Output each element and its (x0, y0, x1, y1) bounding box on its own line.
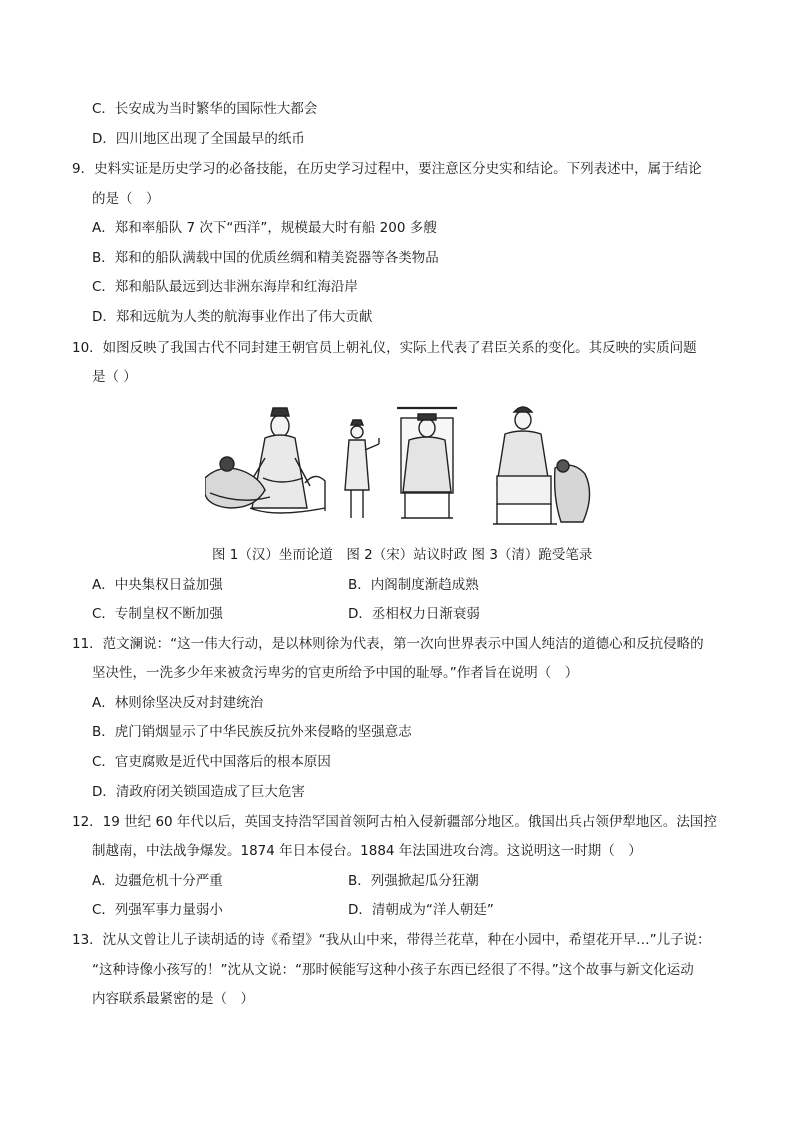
prev-option-d: D．四川地区出现了全国最早的纸币 (92, 131, 305, 147)
q12-option-a: A．边疆危机十分严重 (92, 873, 223, 889)
figure-caption: 图 1（汉）坐而论道 图 2（宋）站议时政 图 3（清）跪受笔录 (212, 547, 593, 563)
figure-1-han-illustration (205, 408, 325, 513)
q10-stem: 10．如图反映了我国古代不同封建王朝官员上朝礼仪，实际上代表了君臣关系的变化。其反映的实质问题 (72, 340, 697, 356)
q11-stem: 11．范文澜说：“这一伟大行动，是以林则徐为代表，第一次向世界表示中国人纯洁的道德心和反抗侵略的 (72, 636, 704, 652)
q9-stem-cont: 的是（ ） (92, 191, 160, 207)
q12-option-d: D．清朝成为“洋人朝廷” (348, 902, 494, 918)
q12-option-b: B．列强掀起瓜分狂潮 (348, 873, 479, 889)
q11-option-a: A．林则徐坚决反对封建统治 (92, 695, 264, 711)
q10-option-a: A．中央集权日益加强 (92, 577, 223, 593)
q9-option-c: C．郑和船队最远到达非洲东海岸和红海沿岸 (92, 279, 358, 295)
q12-stem-cont: 制越南，中法战争爆发。1874 年日本侵台。1884 年法国进攻台湾。这说明这一时期（ ） (92, 843, 642, 859)
q13-stem-cont-2: 内容联系最紧密的是（ ） (92, 991, 254, 1007)
q11-option-b: B．虎门销烟显示了中华民族反抗外来侵略的坚强意志 (92, 724, 412, 740)
q9-stem: 9．史料实证是历史学习的必备技能，在历史学习过程中，要注意区分史实和结论。下列表述中，属于结论 (72, 161, 702, 177)
q12-option-c: C．列强军事力量弱小 (92, 902, 223, 918)
q12-stem: 12．19 世纪 60 年代以后，英国支持浩罕国首领阿古柏入侵新疆部分地区。俄国出兵占领伊犁地区。法国控 (72, 814, 717, 830)
prev-option-c: C．长安成为当时繁华的国际性大都会 (92, 101, 318, 117)
figure-3-qing-illustration (493, 407, 590, 524)
q10-stem-cont: 是（ ） (92, 369, 137, 385)
q9-option-d: D．郑和远航为人类的航海事业作出了伟大贡献 (92, 309, 373, 325)
figure-2-song-illustration (345, 408, 457, 518)
court-etiquette-figure (205, 398, 601, 536)
q9-option-b: B．郑和的船队满载中国的优质丝绸和精美瓷器等各类物品 (92, 250, 439, 266)
q10-option-b: B．内阁制度渐趋成熟 (348, 577, 479, 593)
q13-stem-cont: “这种诗像小孩写的！”沈从文说：“那时候能写这种小孩子东西已经很了不得。”这个故事与新文化运动 (92, 962, 694, 978)
q11-option-c: C．官吏腐败是近代中国落后的根本原因 (92, 754, 331, 770)
q11-stem-cont: 坚决性，一洗多少年来被贪污卑劣的官吏所给予中国的耻辱。”作者旨在说明（ ） (92, 665, 579, 681)
q10-option-c: C．专制皇权不断加强 (92, 606, 223, 622)
q10-option-d: D．丞相权力日渐衰弱 (348, 606, 480, 622)
q9-option-a: A．郑和率船队 7 次下“西洋”，规模最大时有船 200 多艘 (92, 220, 437, 236)
q13-stem: 13．沈从文曾让儿子读胡适的诗《希望》“我从山中来，带得兰花草，种在小园中，希望花开早…”儿子说： (72, 932, 711, 948)
q11-option-d: D．清政府闭关锁国造成了巨大危害 (92, 784, 305, 800)
